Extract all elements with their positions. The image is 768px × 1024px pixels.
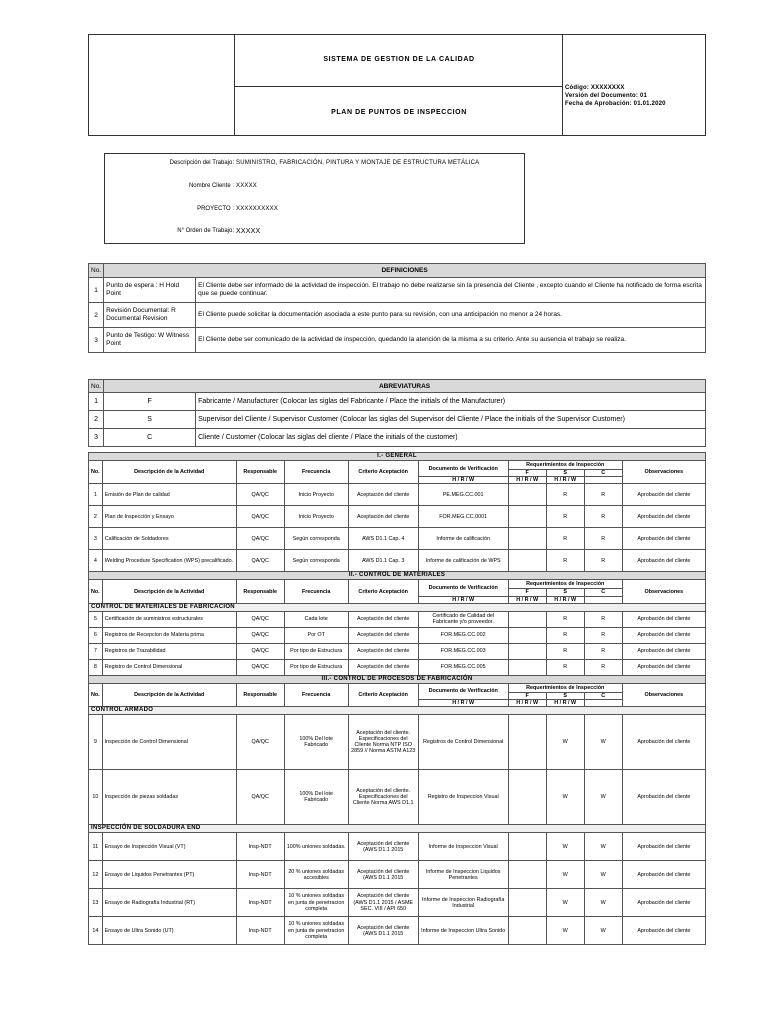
activity-criteria: Aceptación del cliente: [348, 627, 418, 643]
activity-description: Registros de Recepcion de Materia prima: [102, 627, 236, 643]
activity-row: [89, 611, 706, 627]
activity-criteria: Aceptación del cliente. Especificaciones del Cliente Norma NTP ISO 2859 // Norma ASTM A123: [348, 715, 418, 770]
activity-criteria: Aceptación del cliente: [348, 484, 418, 506]
activity-s: R: [546, 611, 584, 627]
col-f: F: [508, 589, 546, 596]
abbr-text: Fabricante / Manufacturer (Colocar las siglas del Fabricante / Place the initials of the Manufacturer): [196, 393, 706, 411]
activity-criteria: AWS D1.1 Cap. 4: [348, 528, 418, 550]
document-header: [88, 34, 706, 136]
activity-responsible: QA/QC: [236, 611, 284, 627]
activity-document: Informe de calificación: [418, 528, 508, 550]
activity-row: [89, 833, 706, 861]
info-label: PROYECTO :: [197, 206, 234, 212]
col-responsible: Responsable: [236, 580, 284, 603]
col-s-code: H / R / W: [508, 477, 546, 484]
activity-no: 9: [89, 715, 103, 770]
abbreviations-table: [88, 379, 706, 447]
info-row: [105, 160, 524, 172]
activity-responsible: Insp-NDT: [236, 861, 284, 889]
activity-c: R: [584, 643, 622, 659]
activity-description: Inspección de Control Dimensional: [102, 715, 236, 770]
col-requirements: Requerimientos de Inspección: [508, 461, 622, 470]
col-no: No.: [89, 580, 103, 603]
activity-responsible: QA/QC: [236, 659, 284, 675]
activity-row: [89, 715, 706, 770]
activity-no: 1: [89, 484, 103, 506]
title-cell: [235, 35, 563, 135]
info-row: [105, 228, 524, 240]
abbreviation-row: [89, 411, 706, 429]
activity-f: [508, 611, 546, 627]
activity-f: [508, 550, 546, 572]
activity-row: [89, 506, 706, 528]
section-title: I.- GENERAL: [89, 453, 706, 461]
definition-row: [89, 303, 706, 328]
col-frequency: Frecuencia: [284, 683, 348, 706]
document-version: Versión del Documento: 01: [565, 93, 648, 99]
activity-s: R: [546, 659, 584, 675]
activity-frequency: Cada lote: [284, 611, 348, 627]
def-term: Punto de Testigo: W Witness Point: [104, 328, 196, 353]
activity-criteria: Aceptación del cliente (AWS D1.1 2015: [348, 833, 418, 861]
activity-frequency: 100% Del lote Fabricado: [284, 715, 348, 770]
activity-criteria: Aceptación del cliente. Especificaciones del Cliente Norma AWS D1.1: [348, 770, 418, 825]
activity-document: Informe de Inspeccion Visual: [418, 833, 508, 861]
activity-s: W: [546, 889, 584, 917]
def-no: 1: [89, 278, 104, 303]
activity-no: 13: [89, 889, 103, 917]
activity-criteria: Aceptación del cliente (AWS D1.1 2015: [348, 861, 418, 889]
activity-no: 2: [89, 506, 103, 528]
activity-c: W: [584, 833, 622, 861]
activity-observation: Aprobación del cliente: [622, 889, 705, 917]
activity-row: [89, 861, 706, 889]
activity-s: R: [546, 506, 584, 528]
activity-description: Inspección de piezas soldadas: [102, 770, 236, 825]
logo-cell: [89, 35, 235, 135]
activity-document: Certificado de Calidad del Fabricante y/o proveedor.: [418, 611, 508, 627]
activity-row: [89, 643, 706, 659]
col-no: No.: [89, 461, 103, 484]
activity-f: [508, 770, 546, 825]
col-s-code: H / R / W: [508, 700, 546, 707]
activity-c: R: [584, 528, 622, 550]
abbr-code: F: [104, 393, 196, 411]
info-label: Descripción del Trabajo:: [169, 160, 234, 166]
col-f-code: H / R / W: [418, 596, 508, 603]
activity-c: R: [584, 627, 622, 643]
activity-no: 8: [89, 659, 103, 675]
col-observations: Observaciones: [622, 683, 705, 706]
activity-frequency: Según corresponda: [284, 550, 348, 572]
activity-responsible: Insp-NDT: [236, 917, 284, 945]
def-text: El Cliente puede solicitar la documentación asociada a este punto para su revisión, con una anticipación no menor a 24 horas.: [196, 303, 706, 328]
activity-document: FOR.MEG.CC.002: [418, 627, 508, 643]
col-criteria: Criterio Aceptación: [348, 580, 418, 603]
activity-observation: Aprobación del cliente: [622, 861, 705, 889]
activity-responsible: Insp-NDT: [236, 889, 284, 917]
col-s-code: H / R / W: [508, 596, 546, 603]
activity-c: W: [584, 889, 622, 917]
subsection-title: INSPECCIÓN DE SOLDADURA END: [89, 825, 706, 833]
col-c: C: [584, 470, 622, 477]
activity-s: R: [546, 550, 584, 572]
activity-criteria: Aceptación del cliente: [348, 506, 418, 528]
activity-f: [508, 715, 546, 770]
activity-observation: Aprobación del cliente: [622, 715, 705, 770]
activity-document: Informe de Inspeccion Ultra Sonido: [418, 917, 508, 945]
title-divider: [235, 86, 563, 87]
activity-row: [89, 917, 706, 945]
activity-observation: Aprobación del cliente: [622, 643, 705, 659]
section-title: II.- CONTROL DE MATERIALES: [89, 572, 706, 580]
abbr-code: S: [104, 411, 196, 429]
info-value: XXXXX: [236, 228, 261, 235]
activity-responsible: QA/QC: [236, 770, 284, 825]
activity-description: Ensayo de Inspección Visual (VT): [102, 833, 236, 861]
activity-row: [89, 889, 706, 917]
activity-frequency: Inicio Proyecto: [284, 484, 348, 506]
activity-criteria: Aceptación del cliente: [348, 643, 418, 659]
activity-observation: Aprobación del cliente: [622, 506, 705, 528]
activity-frequency: Por tipo de Estructura: [284, 659, 348, 675]
activity-description: Ensayo de Liquidos Penetrantes (PT): [102, 861, 236, 889]
col-observations: Observaciones: [622, 580, 705, 603]
col-no: No.: [89, 683, 103, 706]
abbr-no: 3: [89, 429, 104, 447]
col-c-code: H / R / W: [546, 596, 584, 603]
activity-frequency: 100% Del lote Fabricado: [284, 770, 348, 825]
activity-f: [508, 643, 546, 659]
col-requirements: Requerimientos de Inspección: [508, 683, 622, 692]
activity-s: R: [546, 627, 584, 643]
activity-c: R: [584, 506, 622, 528]
activity-frequency: 10 % uniones soldadas en junta de penetracion completa: [284, 889, 348, 917]
activity-description: Ensayo de Ultra Sonido (UT): [102, 917, 236, 945]
col-description: Descripción de la Actividad: [102, 461, 236, 484]
activity-no: 14: [89, 917, 103, 945]
activity-criteria: Aceptación del cliente: [348, 611, 418, 627]
section-title: III.- CONTROL DE PROCESOS DE FABRICACIÓN: [89, 675, 706, 683]
col-s: S: [546, 589, 584, 596]
definitions-title: DEFINICIONES: [104, 264, 706, 278]
def-text: El Cliente debe ser comunicado de la actividad de inspección, quedando la atención de la misma a su criterio. Ante su ausencia el trabajo se realiza.: [196, 328, 706, 353]
activity-criteria: Aceptación del cliente: [348, 659, 418, 675]
activity-c: R: [584, 611, 622, 627]
activity-no: 3: [89, 528, 103, 550]
activity-criteria: Aceptación del cliente (AWS D1.1 2015: [348, 917, 418, 945]
activity-row: [89, 484, 706, 506]
col-c: C: [584, 589, 622, 596]
activity-c: W: [584, 861, 622, 889]
col-document: Documento de Verificación: [418, 683, 508, 699]
activity-no: 6: [89, 627, 103, 643]
activity-frequency: Por OT: [284, 627, 348, 643]
abbreviation-row: [89, 393, 706, 411]
abbr-text: Cliente / Customer (Colocar las siglas del cliente / Place the initials of the customer): [196, 429, 706, 447]
activity-criteria: AWS D1.1 Cap. 3: [348, 550, 418, 572]
activity-s: W: [546, 833, 584, 861]
col-c-code: H / R / W: [546, 477, 584, 484]
col-f-code: H / R / W: [418, 477, 508, 484]
activity-f: [508, 889, 546, 917]
subsection-title: CONTROL ARMADO: [89, 707, 706, 715]
activity-s: W: [546, 770, 584, 825]
activity-description: Ensayo de Radiografía Industrial (RT): [102, 889, 236, 917]
col-s: S: [546, 470, 584, 477]
abbreviations-title: ABREVIATURAS: [104, 380, 706, 393]
col-c: C: [584, 692, 622, 699]
activity-description: Registros de Trazabilidad: [102, 643, 236, 659]
activity-frequency: 20 % uniones soldadas accesibles: [284, 861, 348, 889]
activity-f: [508, 659, 546, 675]
inspection-activities-table: [88, 452, 706, 945]
col-document: Documento de Verificación: [418, 580, 508, 596]
activity-no: 4: [89, 550, 103, 572]
activity-s: W: [546, 917, 584, 945]
col-c-code: H / R / W: [546, 700, 584, 707]
def-no: 3: [89, 328, 104, 353]
activity-f: [508, 528, 546, 550]
activity-observation: Aprobación del cliente: [622, 550, 705, 572]
activity-no: 7: [89, 643, 103, 659]
abbr-no: 2: [89, 411, 104, 429]
col-observations: Observaciones: [622, 461, 705, 484]
activity-frequency: Inicio Proyecto: [284, 506, 348, 528]
activity-frequency: 10 % uniones soldadas en junta de penetracion completa: [284, 917, 348, 945]
activity-observation: Aprobación del cliente: [622, 917, 705, 945]
activity-observation: Aprobación del cliente: [622, 484, 705, 506]
plan-title: PLAN DE PUNTOS DE INSPECCION: [331, 109, 467, 116]
activity-frequency: Por tipo de Estructura: [284, 643, 348, 659]
definition-row: [89, 328, 706, 353]
activity-frequency: Según corresponda: [284, 528, 348, 550]
def-no: 2: [89, 303, 104, 328]
info-row: [105, 183, 524, 195]
activity-row: [89, 627, 706, 643]
col-responsible: Responsable: [236, 683, 284, 706]
col-f-code: H / R / W: [418, 700, 508, 707]
activity-s: R: [546, 484, 584, 506]
activity-c: R: [584, 550, 622, 572]
activity-responsible: Insp-NDT: [236, 833, 284, 861]
col-requirements: Requerimientos de Inspección: [508, 580, 622, 589]
activity-responsible: QA/QC: [236, 550, 284, 572]
definitions-table: [88, 263, 706, 353]
activity-f: [508, 506, 546, 528]
activity-observation: Aprobación del cliente: [622, 611, 705, 627]
activity-f: [508, 833, 546, 861]
activity-frequency: 100% uniones soldadas.: [284, 833, 348, 861]
activity-description: Emisión de Plan de calidad: [102, 484, 236, 506]
col-f: F: [508, 692, 546, 699]
abbr-text: Supervisor del Cliente / Supervisor Customer (Colocar las siglas del Supervisor del Cliente / Place the initials of the Supervisor Customer): [196, 411, 706, 429]
activity-no: 11: [89, 833, 103, 861]
col-frequency: Frecuencia: [284, 580, 348, 603]
activity-responsible: QA/QC: [236, 627, 284, 643]
info-label: N° Orden de Trabajo:: [177, 228, 234, 234]
activity-c: W: [584, 715, 622, 770]
activity-observation: Aprobación del cliente: [622, 833, 705, 861]
activity-document: Informe de Inspeccion Radiografía Industrial: [418, 889, 508, 917]
activity-document: FOR.MEG.CC.0001: [418, 506, 508, 528]
activity-c: R: [584, 484, 622, 506]
activity-f: [508, 917, 546, 945]
info-label: Nombre Cliente :: [188, 183, 234, 189]
activity-document: FOR.MEG.CC.005: [418, 659, 508, 675]
subsection-title: CONTROL DE MATERIALES DE FABRICACION: [89, 603, 706, 611]
activity-no: 5: [89, 611, 103, 627]
col-criteria: Criterio Aceptación: [348, 461, 418, 484]
project-info: [104, 153, 525, 244]
activity-s: R: [546, 643, 584, 659]
def-term: Punto de espera : H Hold Point: [104, 278, 196, 303]
activity-description: Calificación de Soldadores: [102, 528, 236, 550]
col-no: No.: [89, 380, 104, 393]
abbr-code: C: [104, 429, 196, 447]
def-term: Revisión Documental: R Documental Revision: [104, 303, 196, 328]
abbr-no: 1: [89, 393, 104, 411]
activity-document: Informe de Inspeccion Liquidos Penetrantes: [418, 861, 508, 889]
activity-responsible: QA/QC: [236, 528, 284, 550]
approval-date: Fecha de Aprobación: 01.01.2020: [565, 101, 666, 107]
system-title: SISTEMA DE GESTION DE LA CALIDAD: [323, 56, 475, 63]
def-text: El Cliente debe ser informado de la actividad de inspección. El trabajo no debe realizarse sin la presencia del Cliente , excepto cuando el Cliente ha notificado de forma escrita que se puede continuar.: [196, 278, 706, 303]
activity-f: [508, 484, 546, 506]
activity-responsible: QA/QC: [236, 506, 284, 528]
col-description: Descripción de la Actividad: [102, 580, 236, 603]
activity-description: Registro de Control Dimensional: [102, 659, 236, 675]
activity-document: Informe de calificación de WPS: [418, 550, 508, 572]
activity-f: [508, 627, 546, 643]
activity-f: [508, 861, 546, 889]
activity-observation: Aprobación del cliente: [622, 770, 705, 825]
col-description: Descripción de la Actividad: [102, 683, 236, 706]
activity-observation: Aprobación del cliente: [622, 528, 705, 550]
activity-row: [89, 528, 706, 550]
activity-document: Registros de Control Dimensional: [418, 715, 508, 770]
activity-c: W: [584, 917, 622, 945]
definition-row: [89, 278, 706, 303]
activity-responsible: QA/QC: [236, 643, 284, 659]
info-value: XXXXXXXXXX: [236, 206, 279, 212]
document-code: Código: XXXXXXXX: [565, 85, 625, 91]
activity-description: Plan de Inspección y Ensayo: [102, 506, 236, 528]
activity-observation: Aprobación del cliente: [622, 627, 705, 643]
col-responsible: Responsable: [236, 461, 284, 484]
activity-description: Certificación de suministros estructurales: [102, 611, 236, 627]
activity-c: W: [584, 770, 622, 825]
activity-row: [89, 550, 706, 572]
info-row: [105, 206, 524, 218]
activity-document: FOR.MEG.CC.003: [418, 643, 508, 659]
col-frequency: Frecuencia: [284, 461, 348, 484]
activity-s: W: [546, 861, 584, 889]
activity-description: Welding Procedure Specification (WPS) precalificado.: [102, 550, 236, 572]
info-value: XXXXX: [236, 183, 258, 189]
col-f: F: [508, 470, 546, 477]
activity-s: W: [546, 715, 584, 770]
activity-row: [89, 770, 706, 825]
activity-row: [89, 659, 706, 675]
col-no: No.: [89, 264, 104, 278]
activity-no: 12: [89, 861, 103, 889]
activity-observation: Aprobación del cliente: [622, 659, 705, 675]
activity-c: R: [584, 659, 622, 675]
activity-document: PE.MEG.CC.001: [418, 484, 508, 506]
abbreviation-row: [89, 429, 706, 447]
info-value: SUMINISTRO, FABRICACIÓN, PINTURA Y MONTAJE DE ESTRUCTURA METÁLICA: [236, 160, 480, 166]
col-s: S: [546, 692, 584, 699]
activity-document: Registro de Inspeccion Visual: [418, 770, 508, 825]
activity-responsible: QA/QC: [236, 484, 284, 506]
activity-s: R: [546, 528, 584, 550]
activity-responsible: QA/QC: [236, 715, 284, 770]
activity-criteria: Aceptación del cliente (AWS D1.1 2015 / ASME SEC. VIII / API 650: [348, 889, 418, 917]
activity-no: 10: [89, 770, 103, 825]
col-criteria: Criterio Aceptación: [348, 683, 418, 706]
col-document: Documento de Verificación: [418, 461, 508, 477]
